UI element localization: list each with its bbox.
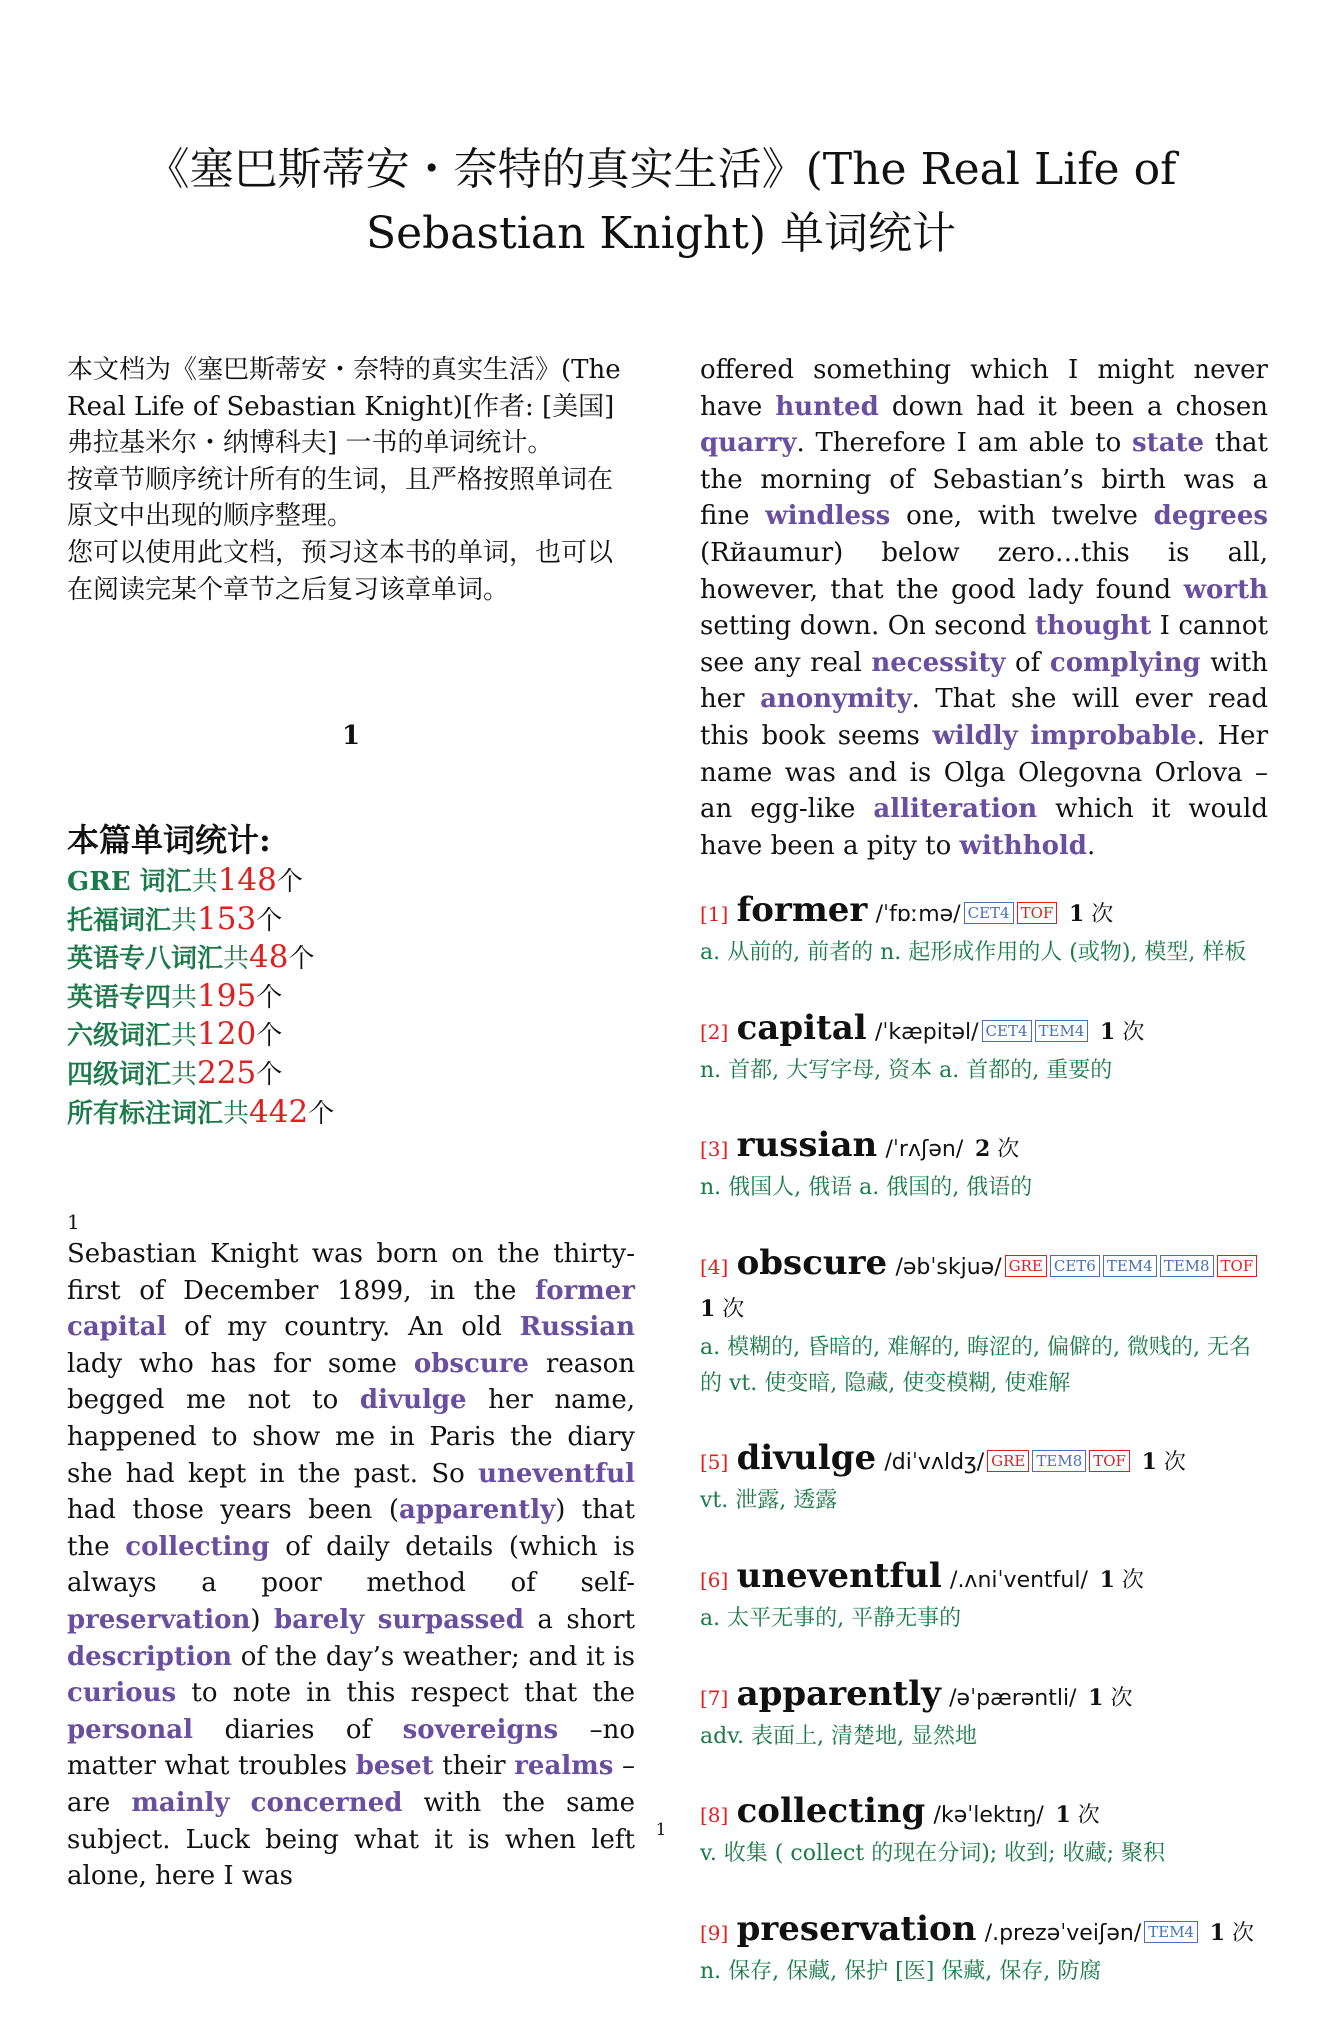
entry-definition: v. 收集 ( collect 的现在分词); 收到; 收藏; 聚积 <box>700 1841 1165 1867</box>
passage-segment: of my country. An old <box>166 1312 520 1343</box>
entry-frequency-unit: 次 <box>1070 1803 1100 1829</box>
entry-frequency: 1 <box>1092 1018 1116 1045</box>
exam-tag: GRE <box>987 1450 1029 1472</box>
highlighted-word: quarry <box>700 428 797 459</box>
passage-segment: (Rйaumur) below zero…this is all, however, that the good lady found <box>700 537 1268 605</box>
entry-word: russian <box>736 1125 878 1166</box>
entry-definition: adv. 表面上, 清楚地, 显然地 <box>700 1723 977 1749</box>
intro-paragraph: 按章节顺序统计所有的生词，且严格按照单词在原文中出现的顺序整理。 <box>67 464 614 532</box>
passage-segment: –are <box>67 1751 635 1818</box>
highlighted-word: degrees <box>1153 501 1268 532</box>
highlighted-word: obscure <box>413 1348 529 1379</box>
highlighted-word: wildly <box>932 720 1018 751</box>
stat-prefix: 共 <box>171 905 198 936</box>
entry-frequency: 1 <box>700 1295 716 1322</box>
stat-label: 英语专八词汇 <box>67 944 224 975</box>
highlighted-word: withhold <box>959 830 1087 861</box>
passage-segment: ) that the <box>67 1495 635 1562</box>
stat-label: 英语专四 <box>67 982 172 1013</box>
stat-unit: 个 <box>256 1059 283 1090</box>
passage-segment: with the same subject. Luck being what it is when left alone, here I was <box>67 1787 635 1892</box>
stat-unit: 个 <box>256 1021 283 1052</box>
highlighted-word: complying <box>1049 647 1201 678</box>
passage-segment: of <box>1005 647 1050 678</box>
stat-count: 225 <box>197 1054 257 1091</box>
chapter-number: 1 <box>341 721 361 751</box>
entry-frequency-unit: 次 <box>990 1137 1020 1163</box>
stat-label: 所有标注词汇 <box>67 1098 224 1129</box>
passage-segment: Sebastian Knight was born on the thirty-first of December 1899, in the <box>67 1239 635 1306</box>
stat-row <box>67 862 635 901</box>
highlighted-word: divulge <box>359 1385 467 1416</box>
stat-count: 153 <box>197 900 257 937</box>
vocab-entry <box>700 1008 1268 1126</box>
entry-frequency-unit: 次 <box>1114 1567 1144 1593</box>
entry-head <box>700 1556 1268 1601</box>
highlighted-word: improbable <box>1030 720 1197 751</box>
entry-index: [4] <box>700 1254 729 1279</box>
highlighted-word: capital <box>67 1312 167 1343</box>
entry-gap <box>700 1519 1268 1556</box>
stat-row <box>67 901 635 940</box>
stat-prefix: 共 <box>171 982 198 1013</box>
entry-frequency-unit: 次 <box>1084 902 1114 927</box>
entry-gap <box>700 1872 1268 1909</box>
highlighted-word: hunted <box>775 391 879 422</box>
passage-segment: . Her name was and is Olga Olegovna Orlova –an egg-like <box>700 720 1268 825</box>
highlighted-word: necessity <box>871 647 1006 678</box>
vocab-entry <box>700 1243 1268 1439</box>
vocab-entry <box>700 1909 1268 2026</box>
vocab-entry <box>700 1125 1268 1243</box>
entry-index: [6] <box>700 1567 729 1592</box>
stat-prefix: 共 <box>171 1021 198 1052</box>
vocab-entry <box>700 890 1268 1008</box>
exam-tag: TEM8 <box>1032 1450 1086 1472</box>
passage-segment: ) <box>250 1604 274 1635</box>
stat-unit: 个 <box>276 867 303 897</box>
stat-row <box>67 1094 635 1133</box>
entry-gap <box>700 1402 1268 1439</box>
entry-word: preservation <box>736 1908 977 1949</box>
passage-segment: setting down. On second <box>700 611 1035 642</box>
intro <box>67 352 635 608</box>
entry-gap <box>700 971 1268 1008</box>
entry-definition: n. 俄国人, 俄语 a. 俄国的, 俄语的 <box>700 1175 1033 1201</box>
entry-frequency: 1 <box>1091 1566 1115 1593</box>
entry-phonetic: /ˈfɒːmə/ <box>875 902 961 927</box>
entry-definition: n. 保存, 保藏, 保护 [医] 保藏, 保存, 防腐 <box>700 1958 1102 1984</box>
passage-heading: 1 <box>67 1210 80 1234</box>
entry-gap <box>700 1990 1268 2026</box>
passage-segment: a short <box>523 1604 635 1635</box>
stat-prefix: 共 <box>191 867 218 897</box>
stat-prefix: 共 <box>223 944 250 975</box>
entry-head <box>700 1008 1268 1053</box>
highlighted-word: mainly <box>131 1787 230 1818</box>
highlighted-word: collecting <box>125 1531 270 1562</box>
entry-definition: a. 从前的, 前者的 n. 起形成作用的人 (或物), 模型, 样板 <box>700 940 1247 965</box>
intro-paragraph: 您可以使用此文档，预习这本书的单词，也可以在阅读完某个章节之后复习该章单词。 <box>67 537 614 605</box>
entry-definition: a. 模糊的, 昏暗的, 难解的, 晦涩的, 偏僻的, 微贱的, 无名的 vt. 使变暗, 隐藏, 使变模糊, 使难解 <box>700 1334 1252 1396</box>
highlighted-word: barely <box>273 1604 365 1635</box>
exam-tag: TOF <box>1089 1450 1130 1472</box>
entry-head <box>700 890 1268 935</box>
entry-frequency: 1 <box>1202 1919 1226 1946</box>
passage-segment: I cannot see any real <box>700 611 1268 678</box>
stat-unit: 个 <box>256 982 283 1013</box>
exam-tag: TEM4 <box>1144 1921 1198 1943</box>
passage-segment <box>230 1788 251 1818</box>
exam-tag: CET4 <box>982 1020 1032 1042</box>
left-column <box>67 352 635 1892</box>
stat-row <box>67 1055 635 1094</box>
exam-tag: CET4 <box>964 902 1014 924</box>
stat-row <box>67 1016 635 1055</box>
entry-frequency: 2 <box>967 1136 991 1163</box>
stat-prefix: 共 <box>171 1059 198 1090</box>
passage-segment: their <box>433 1751 515 1782</box>
vocab-entry <box>700 1674 1268 1792</box>
entry-phonetic: /.ʌniˈventful/ <box>950 1567 1088 1593</box>
passage-segment: . <box>1087 830 1096 861</box>
stat-label: GRE 词汇 <box>67 867 192 897</box>
entry-index: [9] <box>700 1920 729 1945</box>
entry-phonetic: /ˈkæpitəl/ <box>874 1019 979 1045</box>
entry-frequency-unit: 次 <box>715 1296 745 1322</box>
highlighted-word: beset <box>355 1751 434 1782</box>
entry-word: capital <box>736 1007 867 1048</box>
entry-head <box>700 1243 1268 1330</box>
entry-phonetic: /diˈvʌldʒ/ <box>884 1450 985 1476</box>
entry-definition: vt. 泄露, 透露 <box>700 1488 838 1514</box>
stat-count: 195 <box>197 977 257 1014</box>
entry-head <box>700 1125 1268 1170</box>
highlighted-word: preservation <box>67 1604 251 1635</box>
entry-definition: a. 太平无事的, 平静无事的 <box>700 1605 962 1631</box>
highlighted-word: worth <box>1183 574 1268 605</box>
entry-index: [8] <box>700 1803 729 1828</box>
entry-index: [5] <box>700 1450 729 1475</box>
vocabulary-list <box>700 890 1268 2026</box>
entry-gap <box>700 1637 1268 1674</box>
highlighted-word: alliteration <box>873 794 1038 825</box>
passage-segment: diaries of <box>193 1714 403 1745</box>
stat-count: 442 <box>249 1093 309 1130</box>
entry-index: [2] <box>700 1019 729 1044</box>
entry-word: obscure <box>736 1242 888 1283</box>
entry-phonetic: /.prezəˈveiʃən/ <box>984 1920 1142 1946</box>
entry-frequency-unit: 次 <box>1103 1685 1133 1711</box>
highlighted-word: description <box>67 1641 233 1672</box>
intro-paragraph: 本文档为《塞巴斯蒂安・奈特的真实生活》(The Real Life of Sebastian Knight)[作者: [美国] 弗拉基米尔・纳博科夫] 一书的单词统计。 <box>67 355 621 459</box>
entry-frequency-unit: 次 <box>1115 1019 1145 1045</box>
entry-gap <box>700 1089 1268 1126</box>
stat-unit: 个 <box>308 1098 335 1129</box>
highlighted-word: Russian <box>519 1312 635 1343</box>
vocab-entry <box>700 1438 1268 1556</box>
word-stats <box>67 820 635 1132</box>
passage-segment: –no matter what troubles <box>67 1714 635 1782</box>
entry-word: collecting <box>736 1791 926 1832</box>
passage-segment: . That she will ever read this book seems <box>700 684 1268 751</box>
stat-prefix: 共 <box>223 1098 250 1129</box>
highlighted-word: realms <box>514 1751 614 1782</box>
entry-index: [3] <box>700 1137 729 1162</box>
stat-count: 148 <box>217 862 277 898</box>
stat-unit: 个 <box>256 905 283 936</box>
page-number: 1 <box>655 1820 667 1840</box>
entry-word: former <box>736 890 868 930</box>
entry-frequency: 1 <box>1047 1802 1071 1829</box>
passage-segment: of daily details (which is always a poor method of self- <box>67 1531 635 1599</box>
highlighted-word: anonymity <box>760 684 912 715</box>
passage-segment: that the morning of Sebastian’s birth was a fine <box>700 428 1268 532</box>
entry-index: [7] <box>700 1685 729 1710</box>
exam-tag: TEM4 <box>1035 1020 1089 1042</box>
exam-tag: TEM8 <box>1160 1255 1214 1277</box>
entry-gap <box>700 1755 1268 1792</box>
entry-frequency-unit: 次 <box>1225 1920 1255 1946</box>
right-column <box>700 352 1269 1984</box>
entry-frequency-unit: 次 <box>1156 1450 1186 1476</box>
stat-count: 48 <box>249 939 289 976</box>
stat-label: 托福词汇 <box>67 905 172 936</box>
entry-frequency: 1 <box>1080 1684 1104 1711</box>
entry-phonetic: /əˈpærəntli/ <box>949 1685 1077 1711</box>
page-title: 《塞巴斯蒂安・奈特的真实生活》(The Real Life of Sebastian Knight) 单词统计 <box>145 144 1177 259</box>
entry-phonetic: /kəˈlektɪŋ/ <box>933 1803 1044 1829</box>
entry-definition: n. 首都, 大写字母, 资本 a. 首都的, 重要的 <box>700 1057 1113 1083</box>
entry-head <box>700 1438 1268 1483</box>
passage-segment: of the day’s weather; and it is <box>232 1641 635 1672</box>
passage-segment: offered something which I might never have <box>700 355 1268 422</box>
stats-title: 本篇单词统计: <box>67 821 271 859</box>
entry-phonetic: /əbˈskjuə/ <box>895 1254 1002 1280</box>
highlighted-word: concerned <box>250 1787 403 1818</box>
highlighted-word: windless <box>765 501 891 532</box>
entry-word: uneventful <box>736 1555 942 1596</box>
stat-unit: 个 <box>288 944 315 975</box>
passage-segment: had those years been ( <box>67 1495 400 1526</box>
vocab-entry <box>700 1556 1268 1674</box>
stat-label: 六级词汇 <box>67 1021 172 1052</box>
passage-segment <box>364 1605 377 1635</box>
passage-segment: down had it been a chosen <box>878 391 1269 422</box>
exam-tag: TOF <box>1017 902 1058 924</box>
highlighted-word: former <box>535 1275 635 1306</box>
stat-count: 120 <box>197 1016 257 1053</box>
exam-tag: TEM4 <box>1103 1255 1157 1277</box>
passage-text-continued <box>700 352 1268 864</box>
highlighted-word: curious <box>67 1678 177 1709</box>
entry-gap <box>700 1206 1268 1243</box>
stat-row <box>67 978 635 1017</box>
highlighted-word: uneventful <box>478 1458 635 1489</box>
highlighted-word: state <box>1132 428 1205 459</box>
entry-word: apparently <box>736 1673 941 1714</box>
passage-segment: one, with twelve <box>890 501 1154 532</box>
highlighted-word: personal <box>67 1714 194 1745</box>
stats-list <box>67 862 635 1132</box>
entry-index: [1] <box>700 902 729 926</box>
passage-segment <box>1018 721 1031 751</box>
highlighted-word: thought <box>1034 611 1152 642</box>
entry-frequency: 1 <box>1133 1449 1157 1476</box>
passage-segment: with her <box>700 647 1268 715</box>
stat-label: 四级词汇 <box>67 1059 172 1090</box>
entry-phonetic: /ˈrʌʃən/ <box>885 1137 964 1163</box>
passage-segment: reason begged me not to <box>67 1348 635 1416</box>
vocab-entry <box>700 1791 1268 1909</box>
exam-tag: GRE <box>1005 1255 1047 1277</box>
entry-head <box>700 1674 1268 1719</box>
highlighted-word: apparently <box>399 1495 556 1526</box>
passage-segment: which it would have been a pity to <box>700 794 1268 861</box>
stat-row <box>67 939 635 978</box>
entry-frequency: 1 <box>1061 901 1085 927</box>
exam-tag: CET6 <box>1050 1255 1100 1277</box>
passage-segment: lady who has for some <box>67 1348 414 1379</box>
passage-segment: her name, happened to show me in Paris the diary she had kept in the past. So <box>67 1385 635 1489</box>
passage-text <box>67 1236 635 1895</box>
highlighted-word: surpassed <box>377 1604 524 1635</box>
entry-head <box>700 1909 1268 1954</box>
passage-segment: . Therefore I am able to <box>796 428 1133 459</box>
highlighted-word: sovereigns <box>402 1714 559 1745</box>
entry-word: divulge <box>736 1438 877 1479</box>
passage-segment: to note in this respect that the <box>176 1678 635 1709</box>
exam-tag: TOF <box>1217 1255 1258 1277</box>
